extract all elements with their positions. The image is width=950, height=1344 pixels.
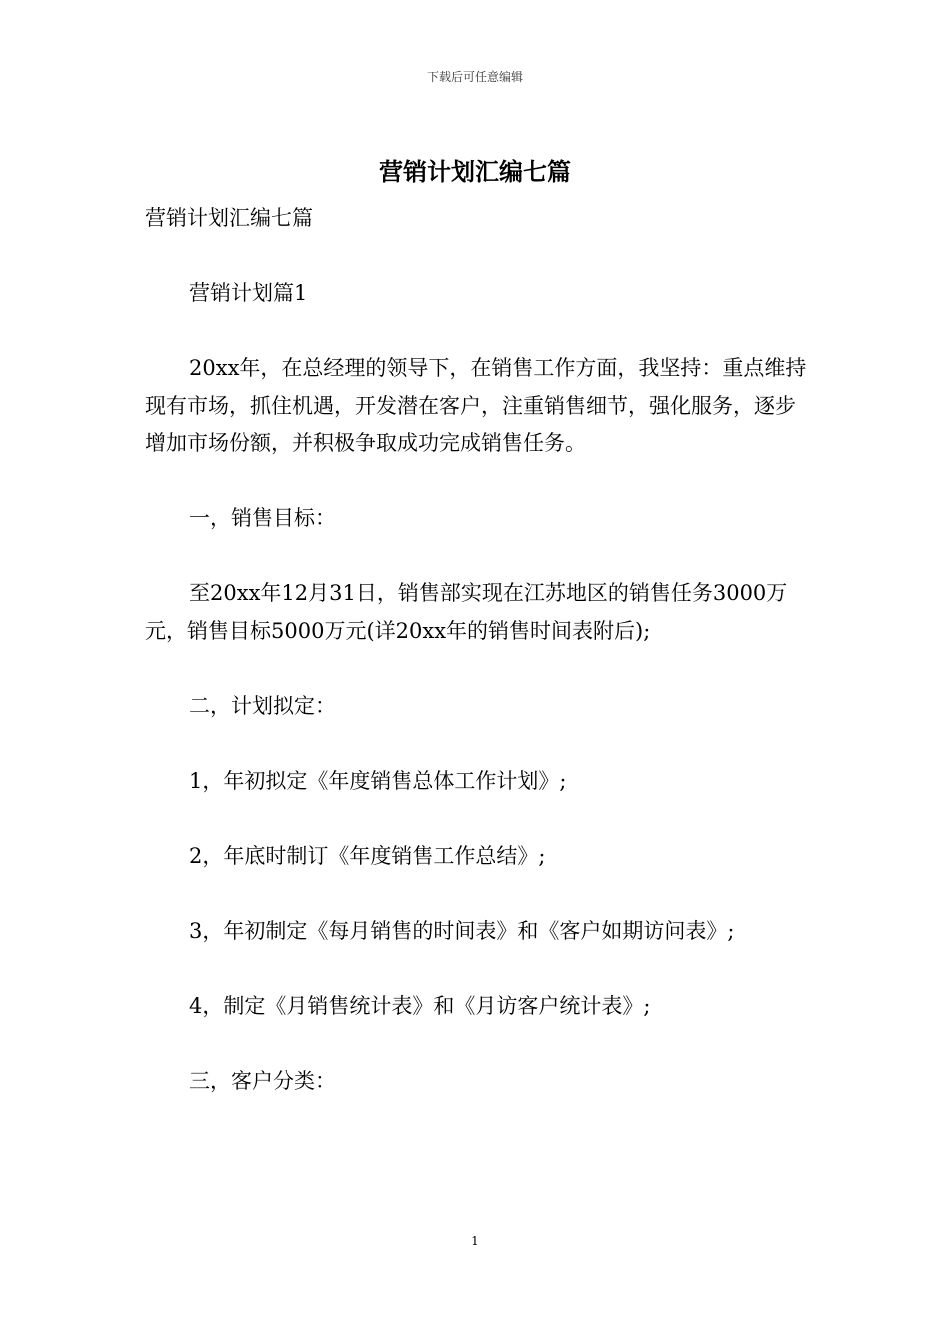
- paragraph-sales-target-heading: 一，销售目标：: [189, 506, 336, 530]
- paragraph-intro: 20xx年，在总经理的领导下，在销售工作方面，我坚持：重点维持现有市场，抓住机遇，开发潜在客户，注重销售细节，强化服务，逐步增加市场份额，并积极争取成功完成销售任务。: [145, 356, 807, 455]
- paragraph-subtitle: 营销计划汇编七篇: [145, 206, 313, 230]
- page-number: 1: [471, 1234, 479, 1248]
- paragraph-plan-item-1: 1，年初拟定《年度销售总体工作计划》;: [189, 768, 567, 793]
- document-body: [145, 200, 810, 1100]
- paragraph-customer-heading: 三，客户分类：: [189, 1068, 336, 1093]
- header-note: 下载后可任意编辑: [426, 70, 523, 84]
- document-title: 营销计划汇编七篇: [379, 157, 571, 186]
- paragraph-sales-target: 至20xx年12月31日，销售部实现在江苏地区的销售任务3000万元，销售目标5000万元(详20xx年的销售时间表附后);: [145, 581, 788, 643]
- paragraph-plan-heading: 二，计划拟定：: [189, 693, 336, 718]
- paragraph-plan-item-2: 2，年底时制订《年度销售工作总结》;: [189, 843, 546, 868]
- paragraph-plan-item-3: 3，年初制定《每月销售的时间表》和《客户如期访问表》;: [189, 918, 735, 943]
- paragraph-plan-item-4: 4，制定《月销售统计表》和《月访客户统计表》;: [189, 993, 651, 1018]
- paragraph-section-heading: 营销计划篇1: [189, 281, 308, 305]
